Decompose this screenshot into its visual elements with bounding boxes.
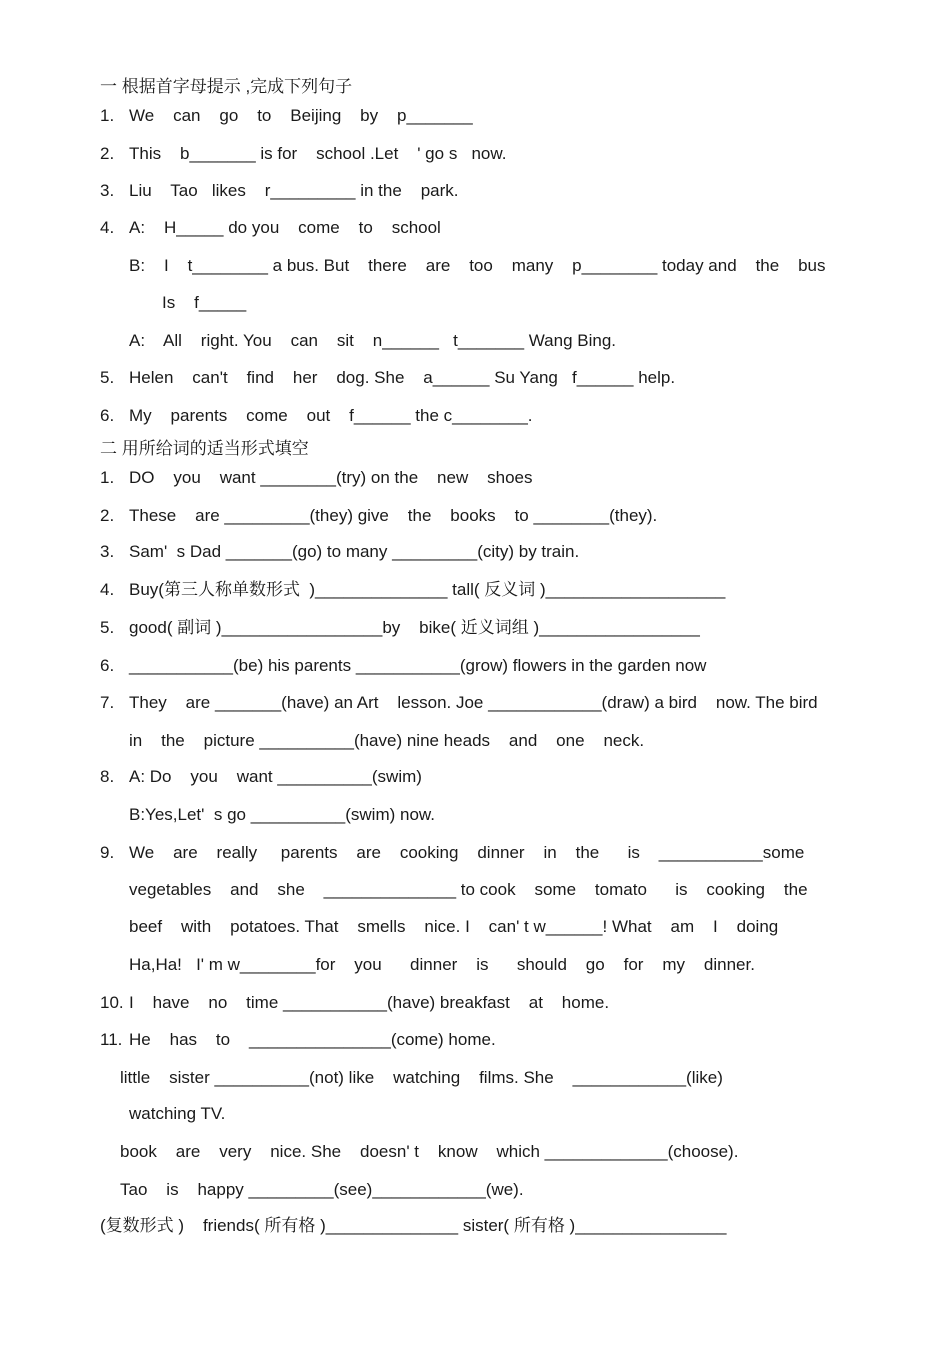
line-text: ___________(be) his parents ___________(grow) flowers in the garden now xyxy=(129,656,707,675)
line-text: book are very nice. She doesn' t know which _____________(choose). xyxy=(120,1142,739,1161)
line-number: 1. xyxy=(100,468,115,487)
line-text: A: H_____ do you come to school xyxy=(129,218,441,237)
line-text: This b_______ is for school .Let ' go s now. xyxy=(129,144,507,163)
line-text: A: All right. You can sit n______ t_______ Wang Bing. xyxy=(129,331,617,350)
line-text: good( 副词 )_________________by bike( 近义词组 )_________________ xyxy=(129,618,700,637)
line-text: B:Yes,Let' s go __________(swim) now. xyxy=(129,805,435,824)
line-number: 11. xyxy=(100,1030,123,1049)
line-text: We are really parents are cooking dinner in the is ___________some xyxy=(129,843,805,862)
line-number: 6. xyxy=(100,406,115,425)
line-text: Ha,Ha! I' m w________for you dinner is should go for my dinner. xyxy=(129,955,755,974)
line-number: 3. xyxy=(100,542,115,561)
line-number: 10. xyxy=(100,993,124,1012)
line-number: 4. xyxy=(100,218,115,237)
line-text: watching TV. xyxy=(129,1104,226,1123)
line-text: vegetables and she ______________ to cook some tomato is cooking the xyxy=(129,880,808,899)
line-text: Is f_____ xyxy=(129,293,247,312)
section1-title: 一 根据首字母提示 ,完成下列句子 xyxy=(100,77,353,96)
line-text: B: I t________ a bus. But there are too many p________ today and the bus xyxy=(129,256,826,275)
line-number: 6. xyxy=(100,656,115,675)
line-text: Sam' s Dad _______(go) to many _________(city) by train. xyxy=(129,542,580,561)
line-text: My parents come out f______ the c________. xyxy=(129,406,533,425)
line-number: 2. xyxy=(100,506,115,525)
line-text: (复数形式 ) friends( 所有格 )______________ sister( 所有格 )________________ xyxy=(100,1216,727,1235)
line-text: Liu Tao likes r_________ in the park. xyxy=(129,181,459,200)
line-number: 2. xyxy=(100,144,115,163)
line-text: Buy(第三人称单数形式 )______________ tall( 反义词 )___________________ xyxy=(129,580,726,599)
line-number: 9. xyxy=(100,843,115,862)
line-text: We can go to Beijing by p_______ xyxy=(129,106,473,125)
line-text: Tao is happy _________(see)____________(we). xyxy=(120,1180,524,1199)
line-text: beef with potatoes. That smells nice. I can' t w______! What am I doing xyxy=(129,917,779,936)
line-text: DO you want ________(try) on the new shoes xyxy=(129,468,533,487)
line-number: 1. xyxy=(100,106,115,125)
line-number: 3. xyxy=(100,181,115,200)
section2-title: 二 用所给词的适当形式填空 xyxy=(100,439,309,458)
line-text: He has to _______________(come) home. xyxy=(129,1030,496,1049)
line-number: 4. xyxy=(100,580,115,599)
line-text: Helen can't find her dog. She a______ Su Yang f______ help. xyxy=(129,368,676,387)
line-text: I have no time ___________(have) breakfast at home. xyxy=(129,993,610,1012)
line-text: These are _________(they) give the books to ________(they). xyxy=(129,506,658,525)
line-number: 5. xyxy=(100,618,115,637)
line-text: A: Do you want __________(swim) xyxy=(129,767,422,786)
line-text: little sister __________(not) like watching films. She ____________(like) xyxy=(120,1068,723,1087)
line-text: in the picture __________(have) nine heads and one neck. xyxy=(129,731,645,750)
line-number: 8. xyxy=(100,767,115,786)
line-number: 5. xyxy=(100,368,115,387)
line-text: They are _______(have) an Art lesson. Joe ____________(draw) a bird now. The bird xyxy=(129,693,818,712)
line-number: 7. xyxy=(100,693,115,712)
